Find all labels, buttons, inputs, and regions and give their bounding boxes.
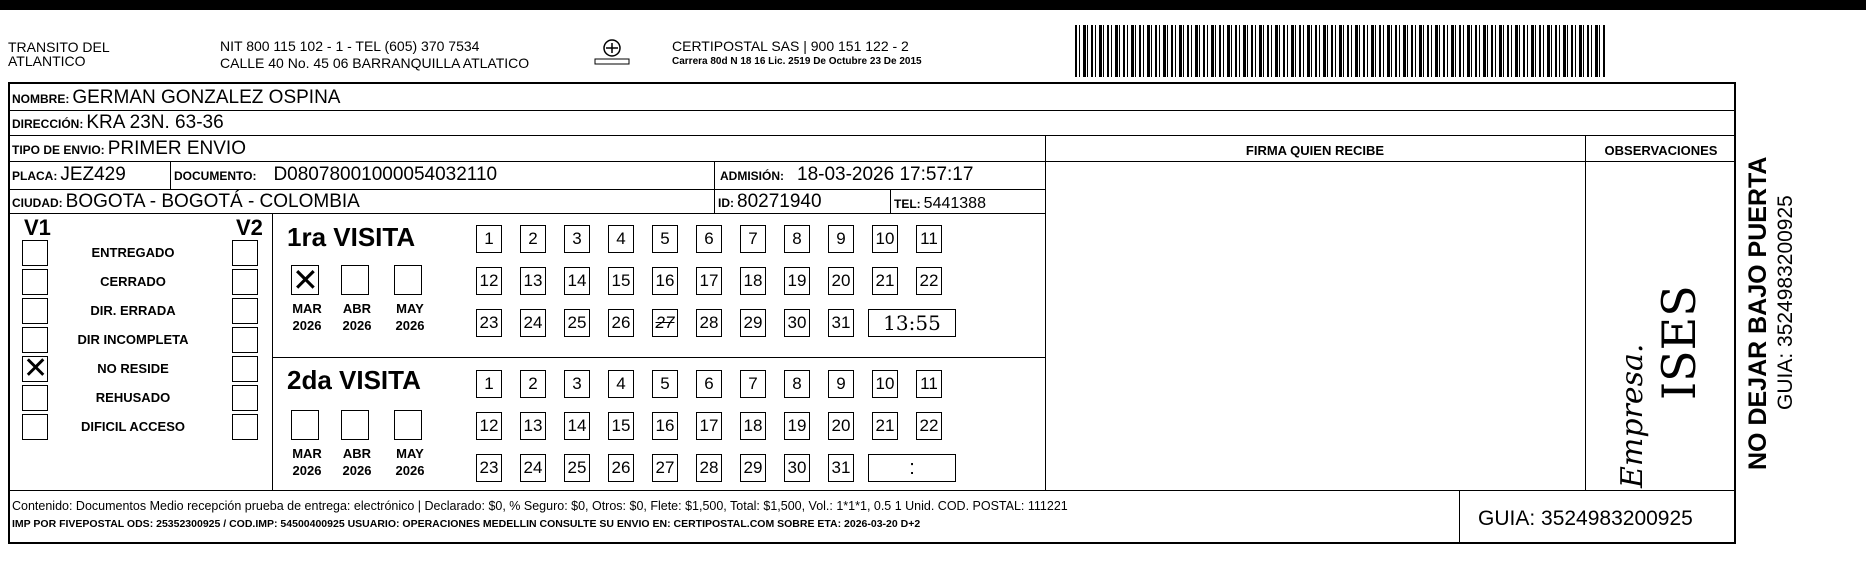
rule-1 <box>8 110 1736 111</box>
day-box[interactable]: 31 <box>828 309 854 337</box>
documento-label: DOCUMENTO: <box>174 169 257 183</box>
month-checkbox[interactable] <box>291 262 319 298</box>
admision-field <box>720 164 973 187</box>
month-label: MAY 2026 <box>395 446 425 478</box>
ciudad-label: CIUDAD: <box>12 196 63 210</box>
id-field <box>718 191 822 214</box>
day-box[interactable]: 20 <box>828 412 854 440</box>
day-box[interactable]: 7 <box>740 370 766 398</box>
v2-checkbox[interactable] <box>232 356 258 382</box>
day-box[interactable]: 6 <box>696 225 722 253</box>
day-box[interactable]: 28 <box>696 309 722 337</box>
day-box[interactable]: 22 <box>916 412 942 440</box>
day-box[interactable]: 10 <box>872 370 898 398</box>
observaciones-header: OBSERVACIONES <box>1604 143 1718 158</box>
tipo-value: PRIMER ENVIO <box>107 138 246 159</box>
day-box[interactable]: 29 <box>740 454 766 482</box>
day-box[interactable]: 14 <box>564 267 590 295</box>
carrier-line-1: CERTIPOSTAL SAS | 900 151 122 - 2 <box>672 38 909 54</box>
v1-checkbox[interactable] <box>22 414 48 440</box>
id-label: ID: <box>718 196 734 210</box>
admision-label: ADMISIÓN: <box>720 169 784 183</box>
month-label: MAY 2026 <box>395 301 425 333</box>
day-box[interactable]: 19 <box>784 412 810 440</box>
rule-visits <box>272 357 1046 358</box>
day-box[interactable]: 10 <box>872 225 898 253</box>
v2-checkbox[interactable] <box>232 298 258 324</box>
day-box[interactable]: 9 <box>828 225 854 253</box>
day-box[interactable]: 24 <box>520 454 546 482</box>
month-label: MAR 2026 <box>292 301 322 333</box>
carrier-line-2: Carrera 80d N 18 16 Lic. 2519 De Octubre 23 De 2015 <box>672 56 922 67</box>
v1-checkbox[interactable] <box>22 327 48 353</box>
certipostal-logo <box>593 38 631 68</box>
day-box[interactable]: 18 <box>740 412 766 440</box>
day-box[interactable]: 11 <box>916 225 942 253</box>
sender-name: TRANSITO DEL ATLANTICO <box>8 39 110 69</box>
v2-checkbox[interactable] <box>232 385 258 411</box>
v2-checkbox[interactable] <box>232 269 258 295</box>
col-sep-obs <box>1585 135 1586 490</box>
day-box[interactable]: 21 <box>872 412 898 440</box>
col-sep-status <box>272 213 273 490</box>
status-option: NO RESIDE <box>97 361 169 376</box>
status-option: CERRADO <box>100 274 166 289</box>
day-box[interactable]: 17 <box>696 412 722 440</box>
month-checkbox[interactable] <box>341 410 369 440</box>
tipo-label: TIPO DE ENVIO: <box>12 143 105 157</box>
nombre-value: GERMAN GONZALEZ OSPINA <box>72 87 341 108</box>
day-box[interactable]: 8 <box>784 370 810 398</box>
id-value: 80271940 <box>737 191 822 212</box>
day-box[interactable]: 12 <box>476 267 502 295</box>
day-box[interactable]: 28 <box>696 454 722 482</box>
day-box[interactable]: 1 <box>476 370 502 398</box>
day-box[interactable]: 11 <box>916 370 942 398</box>
ciudad-field <box>12 191 360 214</box>
day-box[interactable]: 24 <box>520 309 546 337</box>
status-option: ENTREGADO <box>91 245 175 260</box>
direccion-label: DIRECCIÓN: <box>12 117 84 131</box>
month-label: MAR 2026 <box>292 446 322 478</box>
month-checkbox[interactable] <box>291 410 319 440</box>
v2-checkbox[interactable] <box>232 240 258 266</box>
ciudad-value: BOGOTA - BOGOTÁ - COLOMBIA <box>65 191 360 212</box>
admision-value: 18-03-2026 17:57:17 <box>797 164 974 185</box>
status-option: DIR INCOMPLETA <box>77 332 189 347</box>
rule-3 <box>8 161 1736 162</box>
day-box[interactable]: 26 <box>608 309 634 337</box>
nombre-label: NOMBRE: <box>12 92 70 106</box>
day-box[interactable]: 17 <box>696 267 722 295</box>
month-checkbox[interactable] <box>341 265 369 295</box>
status-option: DIR. ERRADA <box>90 303 176 318</box>
col-sep-firma <box>1045 135 1046 490</box>
tipo-envio-field <box>12 138 246 161</box>
visit1-title: 1ra VISITA <box>287 222 416 252</box>
day-box[interactable]: 13 <box>520 412 546 440</box>
direccion-field <box>12 112 224 135</box>
x-mark-icon: ✕ <box>23 352 49 385</box>
day-box[interactable]: 7 <box>740 225 766 253</box>
day-box[interactable]: 14 <box>564 412 590 440</box>
day-box[interactable]: 4 <box>608 225 634 253</box>
documento-value: D0807800100005403211​0 <box>273 164 498 185</box>
month-label: ABR 2026 <box>342 446 372 478</box>
firma-header: FIRMA QUIEN RECIBE <box>1245 143 1385 158</box>
footer-line-1: Contenido: Documentos Medio recepción prueba de entrega: electrónico | Declarado: $0, % Seguro: $0, Otros: $0, Flete: $1,500, Total: $1,500, Vol.: 1*1*1, 0.5 1 Unid. COD. POSTAL: 111221 <box>12 499 1068 513</box>
day-box[interactable]: 25 <box>564 454 590 482</box>
status-option: DIFICIL ACCESO <box>80 419 185 434</box>
day-box[interactable]: 2 <box>520 370 546 398</box>
day-box[interactable]: 15 <box>608 267 634 295</box>
placa-value: JEZ429 <box>60 164 126 185</box>
time-box[interactable]: : <box>868 454 956 482</box>
day-box[interactable]: 16 <box>652 412 678 440</box>
v1-checkbox[interactable] <box>22 298 48 324</box>
v1-checkbox[interactable] <box>22 269 48 295</box>
documento-field <box>174 164 497 187</box>
day-box[interactable]: 8 <box>784 225 810 253</box>
day-box[interactable]: 27 <box>652 454 678 482</box>
day-box[interactable]: 3 <box>564 225 590 253</box>
handwriting-empresa: Empresa. <box>1615 343 1650 488</box>
v1-checkbox[interactable] <box>22 352 49 385</box>
side-warning: NO DEJAR BAJO PUERTA <box>1744 156 1772 470</box>
day-box[interactable]: 18 <box>740 267 766 295</box>
day-box[interactable]: 30 <box>784 309 810 337</box>
day-box[interactable]: 23 <box>476 454 502 482</box>
v1-checkbox[interactable] <box>22 240 48 266</box>
day-box[interactable]: 6 <box>696 370 722 398</box>
day-box[interactable]: 1 <box>476 225 502 253</box>
x-mark-icon: ✕ <box>292 262 319 298</box>
day-box[interactable]: 3 <box>564 370 590 398</box>
v2-checkbox[interactable] <box>232 414 258 440</box>
day-box[interactable]: 16 <box>652 267 678 295</box>
day-box[interactable]: 19 <box>784 267 810 295</box>
side-guia: GUIA: 3524983200925 <box>1774 195 1797 410</box>
nombre-field <box>12 87 340 110</box>
handwriting-ises: ISES <box>1652 285 1706 400</box>
footer-line-2: IMP POR FIVEPOSTAL ODS: 25352300925 / COD.IMP: 54500400925 USUARIO: OPERACIONES MEDELLIN CONSULTE SU ENVIO EN: CERTIPOSTAL.COM SOBRE ETA: 2026-03-20 D+2 <box>12 518 921 530</box>
day-box[interactable]: 25 <box>564 309 590 337</box>
sender-line-1: NIT 800 115 102 - 1 - TEL (605) 370 7534 <box>220 38 480 54</box>
placa-field <box>12 164 126 187</box>
day-box[interactable]: 21 <box>872 267 898 295</box>
day-box[interactable]: 26 <box>608 454 634 482</box>
day-box[interactable]: 13 <box>520 267 546 295</box>
day-box[interactable]: 15 <box>608 412 634 440</box>
barcode <box>1075 25 1605 77</box>
placa-label: PLACA: <box>12 169 58 183</box>
rule-footer <box>8 490 1736 491</box>
month-checkbox[interactable] <box>394 265 422 295</box>
sender-line-2: CALLE 40 No. 45 06 BARRANQUILLA ATLATICO <box>220 55 530 71</box>
day-box[interactable]: 4 <box>608 370 634 398</box>
v1-label: V1 <box>24 215 51 240</box>
v2-checkbox[interactable] <box>232 327 258 353</box>
day-box[interactable]: 9 <box>828 370 854 398</box>
month-label: ABR 2026 <box>342 301 372 333</box>
day-box[interactable]: 5 <box>652 225 678 253</box>
day-box[interactable]: 23 <box>476 309 502 337</box>
visit2-title: 2da VISITA <box>287 365 421 395</box>
v2-label: V2 <box>236 215 263 240</box>
tel-label: TEL: <box>894 197 921 211</box>
day-box[interactable]: 30 <box>784 454 810 482</box>
v1-checkbox[interactable] <box>22 385 48 411</box>
time-box[interactable]: 13:55 <box>868 309 956 337</box>
footer-guia: GUIA: 3524983200925 <box>1478 507 1693 530</box>
day-box[interactable]: 20 <box>828 267 854 295</box>
rule-2 <box>8 135 1736 136</box>
day-box[interactable]: 22 <box>916 267 942 295</box>
day-box[interactable]: 29 <box>740 309 766 337</box>
tel-value: 5441388 <box>923 195 986 212</box>
month-checkbox[interactable] <box>394 410 422 440</box>
tel-field <box>894 193 986 215</box>
day-box[interactable]: 5 <box>652 370 678 398</box>
day-box[interactable]: 31 <box>828 454 854 482</box>
top-edge-band <box>0 0 1866 10</box>
day-box[interactable]: 12 <box>476 412 502 440</box>
direccion-value: KRA 23N. 63-36 <box>86 112 224 133</box>
day-box[interactable]: 27 <box>652 309 678 337</box>
day-box[interactable]: 2 <box>520 225 546 253</box>
status-option: REHUSADO <box>95 390 171 405</box>
